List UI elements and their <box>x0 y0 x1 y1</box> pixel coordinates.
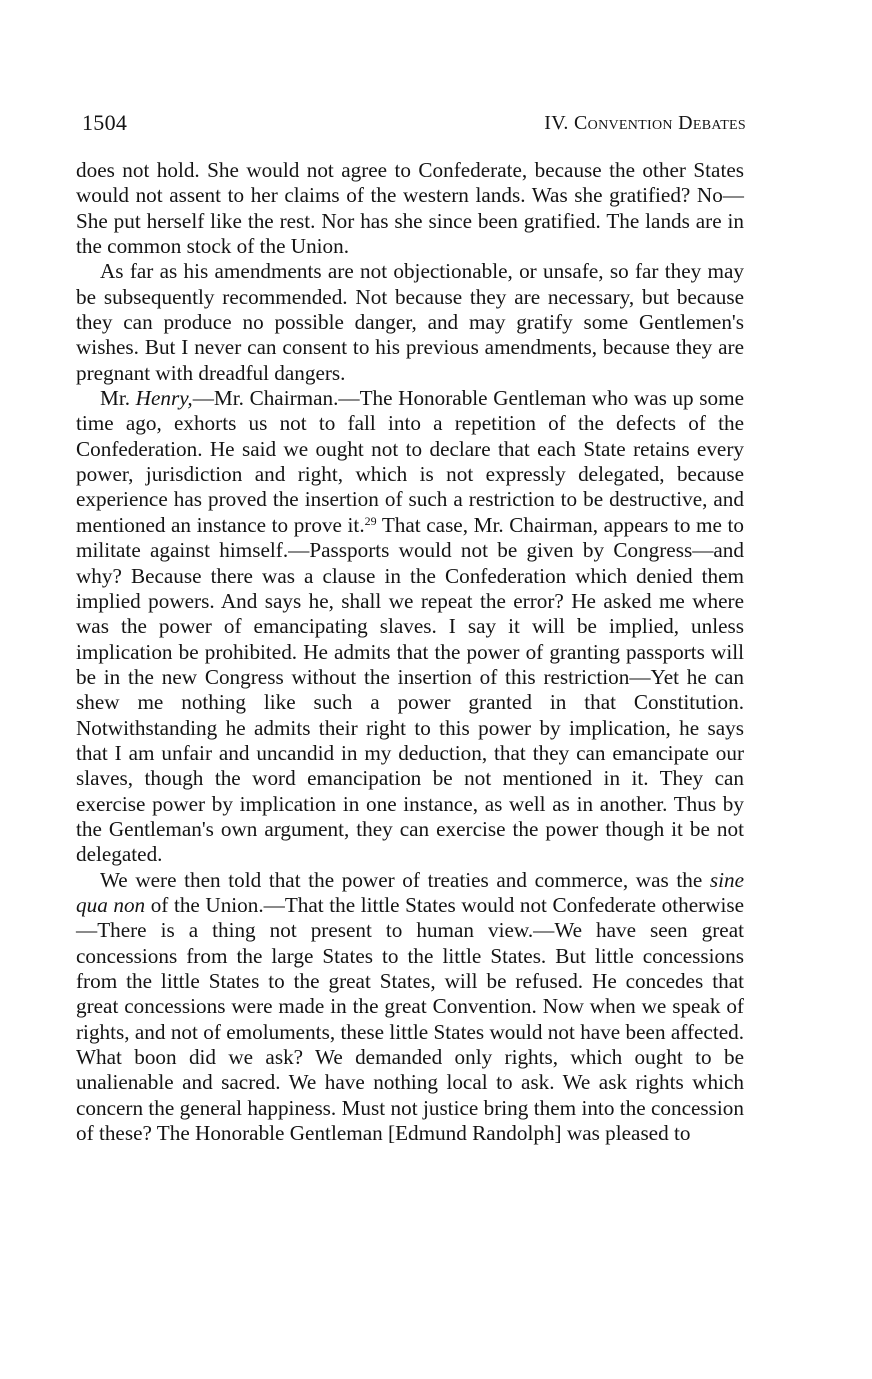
paragraph-1: does not hold. She would not agree to Confederate, because the other States would not assent to her claims of the western lands. Was she gratified? No—She put herself like the rest. Nor has she since been gratified. The lands are in the common stock of the Union. <box>76 158 744 259</box>
speaker-name: Henry, <box>135 386 193 411</box>
paragraph-4-text: of the Union.—That the little States would not Confederate otherwise—There is a thing not present to human view.—We have seen great concessions from the large States to the little States. But little concessions from the little States to the great States, will be refused. He concedes that great concessions were made in the great Convention. Now when we speak of rights, and not of emoluments, these little States would not have been affected. What boon did we ask? We demanded only rights, which ought to be unalienable and sacred. We have nothing local to ask. We ask rights which concern the general happiness. Must not justice bring them into the concession of these? The Honorable Gentleman [Edmund Randolph] was pleased to <box>76 892 744 1146</box>
running-head <box>544 112 746 135</box>
paragraph-3-continued: That case, Mr. Chairman, appears to me to militate against himself.—Passports would not be given by Congress—and why? Because there was a clause in the Confederation which denied them implied powers. And says he, shall we repeat the error? He asked me where was the power of emancipating slaves. I say it will be implied, unless implication be prohibited. He admits that the power of granting passports will be in the new Congress without the insertion of this restriction—Yet he can shew me nothing like such a power granted in that Constitution. Notwithstanding he admits their right to this power by implication, he says that I am unfair and uncandid in my deduction, that they can emancipate our slaves, though the word emancipation be not mentioned in it. They can exercise power by implication in one instance, as well as in another. Thus by the Gentleman's own argument, they can exercise the power though it be not delegated. <box>76 512 744 867</box>
page-number: 1504 <box>82 110 128 135</box>
paragraph-3-text: —Mr. Chairman.—The Honorable Gentleman who was up some time ago, exhorts us not to fall into a repetition of the defects of the Confederation. He said we ought not to declare that each State retains every power, jurisdiction and right, which is not expressly delegated, because experience has proved the insertion of such a restriction to be destructive, and mentioned an instance to prove it. <box>76 386 744 537</box>
paragraph-3 <box>76 386 744 868</box>
paragraph-4-lead: We were then told that the power of treaties and commerce, was the <box>100 867 703 892</box>
latin-phrase: sine qua non <box>76 867 745 917</box>
paragraph-4 <box>76 868 744 1147</box>
running-head-numeral: IV. <box>544 112 569 134</box>
paragraph-2: As far as his amendments are not objectionable, or unsafe, so far they may be subsequently recommended. Not because they are necessary, but because they can produce no possible danger, and may gratify some Gentlemen's wishes. But I never can consent to his previous amendments, because they are pregnant with dreadful dangers. <box>76 259 744 385</box>
running-head-title: Convention Debates <box>574 112 746 134</box>
body-text <box>76 158 744 1146</box>
page-header <box>82 110 746 140</box>
paragraph-3-lead: Mr. <box>100 386 131 411</box>
footnote-reference[interactable]: 29 <box>364 513 377 528</box>
